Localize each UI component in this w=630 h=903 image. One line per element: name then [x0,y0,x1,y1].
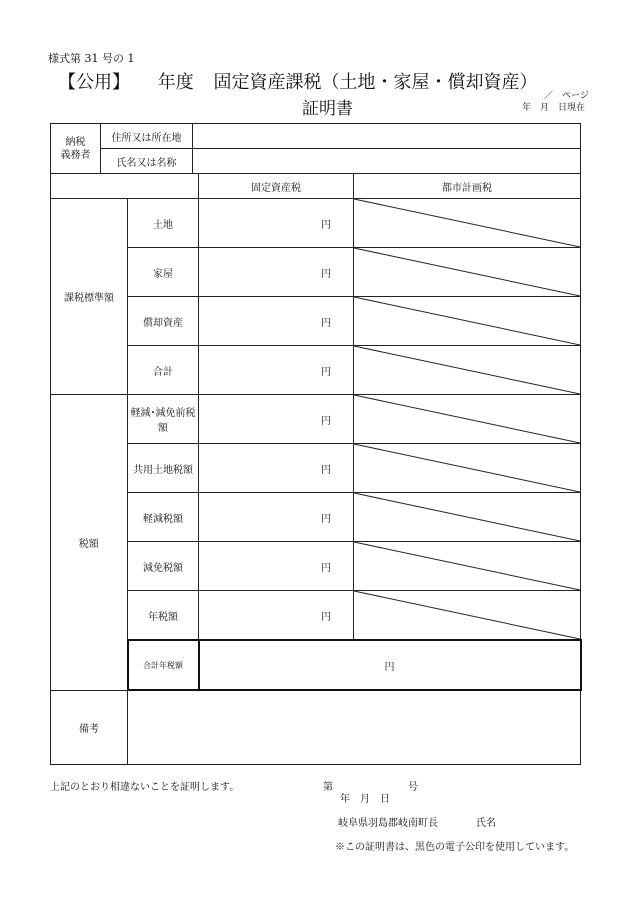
issue-date: 年 月 日 [340,794,390,805]
diagonal-slash [354,346,580,394]
page-subtitle: 証明書 [302,99,353,119]
certification-statement: 上記のとおり相違ないことを証明します。 [50,782,240,793]
row-label: 軽減･減免前税額 [128,395,199,444]
table-row [51,395,581,444]
remarks-field[interactable] [128,690,581,764]
fixed-asset-tax-cell[interactable]: 円 [199,493,354,542]
table-row [51,493,581,542]
city-planning-tax-cell-crossed [354,199,581,248]
tax-base-group-label: 課税標準額 [51,199,128,395]
fixed-asset-tax-cell[interactable]: 円 [199,248,354,297]
diagonal-slash [354,248,580,296]
tax-amount-group-label: 税額 [51,395,128,691]
row-label: 家屋 [128,248,199,297]
city-planning-tax-cell-crossed [354,395,581,444]
column-header-fixed-asset-tax: 固定資産税 [199,174,354,199]
row-label: 償却資産 [128,297,199,346]
row-label: 減免税額 [128,542,199,591]
taxpayer-label-line1: 納税 [65,136,86,148]
certificate-number-suffix: 号 [408,782,418,793]
fixed-asset-tax-cell[interactable]: 円 [199,395,354,444]
issuer-title: 岐阜県羽島郡岐南町長 [338,818,438,829]
total-row [51,640,581,690]
city-planning-tax-cell-crossed [354,444,581,493]
table-row [51,542,581,591]
name-field[interactable] [193,149,581,174]
row-label: 土地 [128,199,199,248]
table-row [51,444,581,493]
address-field[interactable] [193,124,581,149]
city-planning-tax-cell-crossed [354,542,581,591]
diagonal-slash [354,395,580,443]
city-planning-tax-cell-crossed [354,346,581,395]
fixed-asset-tax-cell[interactable]: 円 [199,297,354,346]
public-use-label: 【公用】 [58,72,130,93]
page-title [58,68,537,94]
table-row [51,248,581,297]
taxpayer-label-line2: 義務者 [60,149,91,161]
row-label: 合計 [128,346,199,395]
as-of-date-label: 年 月 日現在 [522,103,586,113]
electronic-seal-note: ※この証明書は、黒色の電子公印を使用しています。 [335,842,575,853]
certificate-number-prefix: 第 [323,782,333,793]
total-tax-label: 合計年税額 [128,640,199,690]
table-row [51,346,581,395]
form-number: 様式第 31 号の 1 [48,52,135,65]
title-text: 固定資産課税（土地・家屋・償却資産） [213,72,538,93]
city-planning-tax-cell-crossed [354,248,581,297]
diagonal-slash [354,542,580,590]
header-blank-cell [51,174,199,199]
table-row [51,591,581,641]
diagonal-slash [354,297,580,345]
fixed-asset-tax-cell[interactable]: 円 [199,199,354,248]
diagonal-slash [354,493,580,541]
total-tax-cell[interactable]: 円 [199,640,581,690]
fixed-asset-tax-cell[interactable]: 円 [199,346,354,395]
city-planning-tax-cell-crossed [354,297,581,346]
diagonal-slash [354,591,580,639]
row-label: 共用土地税額 [128,444,199,493]
city-planning-tax-cell-crossed [354,591,581,641]
remarks-label: 備考 [51,690,128,764]
fixed-asset-tax-cell[interactable]: 円 [199,591,354,641]
row-label: 年税額 [128,591,199,641]
column-header-city-planning-tax: 都市計画税 [354,174,581,199]
table-row [51,297,581,346]
name-label: 氏名又は名称 [101,149,193,174]
fixed-asset-tax-cell[interactable]: 円 [199,542,354,591]
taxpayer-group-label [51,124,101,174]
fiscal-year-label: 年度 [157,72,194,93]
address-label: 住所又は所在地 [101,124,193,149]
table-row [51,199,581,248]
fixed-asset-tax-cell[interactable]: 円 [199,444,354,493]
certificate-table [50,123,582,765]
diagonal-slash [354,199,580,247]
diagonal-slash [354,444,580,492]
page-number-label: ／ ページ [544,91,589,101]
row-label: 軽減税額 [128,493,199,542]
city-planning-tax-cell-crossed [354,493,581,542]
issuer-name-label: 氏名 [476,818,496,829]
